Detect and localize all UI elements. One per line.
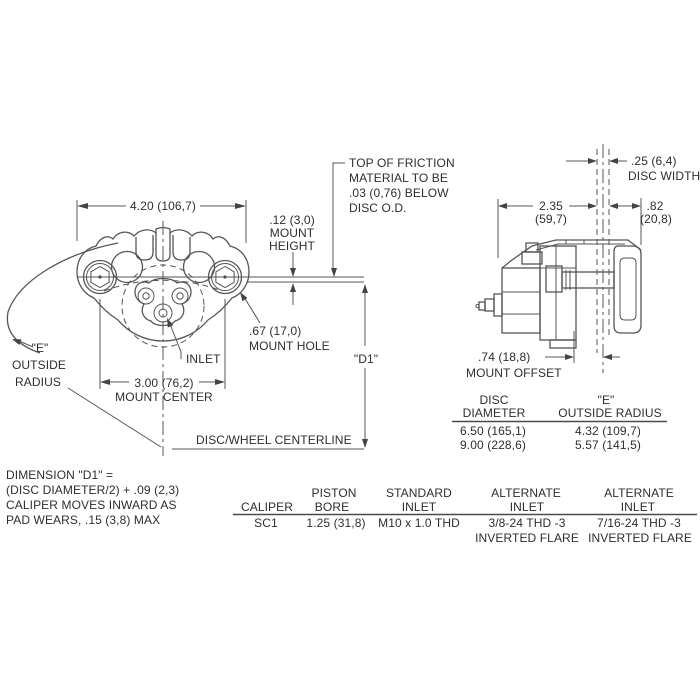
body-width-mm: (59,7) (535, 212, 567, 226)
overhang-value: .82 (646, 199, 664, 213)
inlet-boss (494, 294, 502, 316)
disc-radius-table (452, 393, 667, 452)
piston-header-line2: BORE (314, 500, 350, 514)
pin-washers (566, 270, 570, 290)
disc-diameter-header-line2: DIAMETER (462, 406, 526, 420)
alt1-header-line1: ALTERNATE (491, 486, 561, 500)
d1-note-line4: PAD WEARS, .15 (3,8) MAX (6, 513, 161, 527)
mount-bracket (502, 268, 540, 333)
fitting-nub (476, 304, 479, 307)
alt2-header-line2: INLET (620, 500, 656, 514)
mount-offset-value: .74 (18,8) (478, 350, 531, 364)
mount-height-value: .12 (3,0) (269, 213, 315, 227)
inlet-label: INLET (186, 352, 221, 366)
bleed-screw-left-inner (143, 293, 149, 299)
disc-width-value: .25 (6,4) (631, 154, 677, 168)
outside-radius-row1: 4.32 (109,7) (575, 424, 641, 438)
dimension-lines (507, 161, 632, 357)
extension-lines (77, 200, 246, 389)
caliper-model-cell: SC1 (254, 516, 278, 530)
fitting-hex (485, 299, 494, 311)
friction-note-line2: MATERIAL TO BE (349, 171, 448, 185)
piston-bore-right (184, 252, 215, 283)
d1-note-line2: (DISC DIAMETER/2) + .09 (2,3) (6, 483, 180, 497)
d1-label: "D1" (353, 352, 379, 366)
fitting-tip (479, 302, 485, 310)
bleed-screw-left (138, 288, 154, 304)
bleed-screw-right (172, 288, 188, 304)
mount-hole-label: MOUNT HOLE (249, 339, 330, 353)
piston-bore-cell: 1.25 (31,8) (306, 516, 366, 530)
outer-pad (620, 258, 636, 320)
overhang-mm: (20,8) (640, 212, 672, 226)
alt-inlet1-cell-line2: INVERTED FLARE (475, 531, 579, 545)
mount-center-value: 3.00 (76,2) (134, 376, 194, 390)
d1-note (6, 468, 179, 527)
mount-height-word2: HEIGHT (269, 239, 315, 253)
inlet-fitting (476, 299, 494, 311)
side-view (476, 144, 641, 373)
bleed-screw-right-inner (177, 293, 183, 299)
disc-diameter-header-line1: DISC (479, 393, 509, 407)
alt-inlet1-cell-line1: 3/8-24 THD -3 (488, 516, 566, 530)
alt2-header-line1: ALTERNATE (604, 486, 674, 500)
disc-diameter-row1: 6.50 (165,1) (460, 424, 526, 438)
e-radius-label-line2: OUTSIDE (11, 358, 67, 372)
outside-radius-header-line1: "E" (597, 393, 615, 407)
outside-radius-row2: 5.57 (141,5) (575, 438, 641, 452)
caliper-header: CALIPER (240, 500, 294, 514)
disc-wheel-centerline-label: DISC/WHEEL CENTERLINE (196, 433, 352, 447)
e-radius-label-line3: RADIUS (15, 375, 61, 389)
alt-inlet2-cell-line1: 7/16-24 THD -3 (597, 516, 681, 530)
pin-nut (546, 266, 562, 292)
mount-height-word1: MOUNT (269, 226, 315, 240)
caliper-spec-table (233, 486, 697, 545)
body-foot (550, 340, 576, 348)
e-radius-arc (7, 243, 118, 353)
piston-header-line1: PISTON (311, 486, 357, 500)
bleed-screw-hex (522, 252, 542, 264)
alt1-header-line2: INLET (509, 500, 545, 514)
standard-header-line1: STANDARD (386, 486, 452, 500)
body-width-value: 2.35 (539, 199, 563, 213)
caliper-main-block (540, 246, 576, 340)
mount-center-label: MOUNT CENTER (115, 390, 213, 404)
d1-note-line3: CALIPER MOVES INWARD AS (6, 498, 177, 512)
alt-inlet2-cell-line2: INVERTED FLARE (588, 531, 692, 545)
standard-header-line2: INLET (401, 500, 437, 514)
leader-lines (19, 297, 260, 447)
friction-note-line4: DISC O.D. (349, 201, 407, 215)
mount-offset-label: MOUNT OFFSET (466, 366, 562, 380)
friction-note-line3: .03 (0,76) BELOW (349, 186, 449, 200)
mount-hole-value: .67 (17,0) (249, 324, 302, 338)
bracket-steps (502, 292, 540, 314)
e-radius-label-line1: "E" (31, 341, 49, 355)
disc-width-label: DISC WIDTH (628, 169, 700, 183)
standard-inlet-cell: M10 x 1.0 THD (378, 516, 460, 530)
outside-radius-header-line2: OUTSIDE RADIUS (558, 406, 662, 420)
friction-note-line1: TOP OF FRICTION (349, 156, 455, 170)
width-dimension-label: 4.20 (106,7) (130, 199, 196, 213)
disc-diameter-row2: 9.00 (228,6) (460, 438, 526, 452)
d1-note-line1: DIMENSION "D1" = (6, 468, 114, 482)
